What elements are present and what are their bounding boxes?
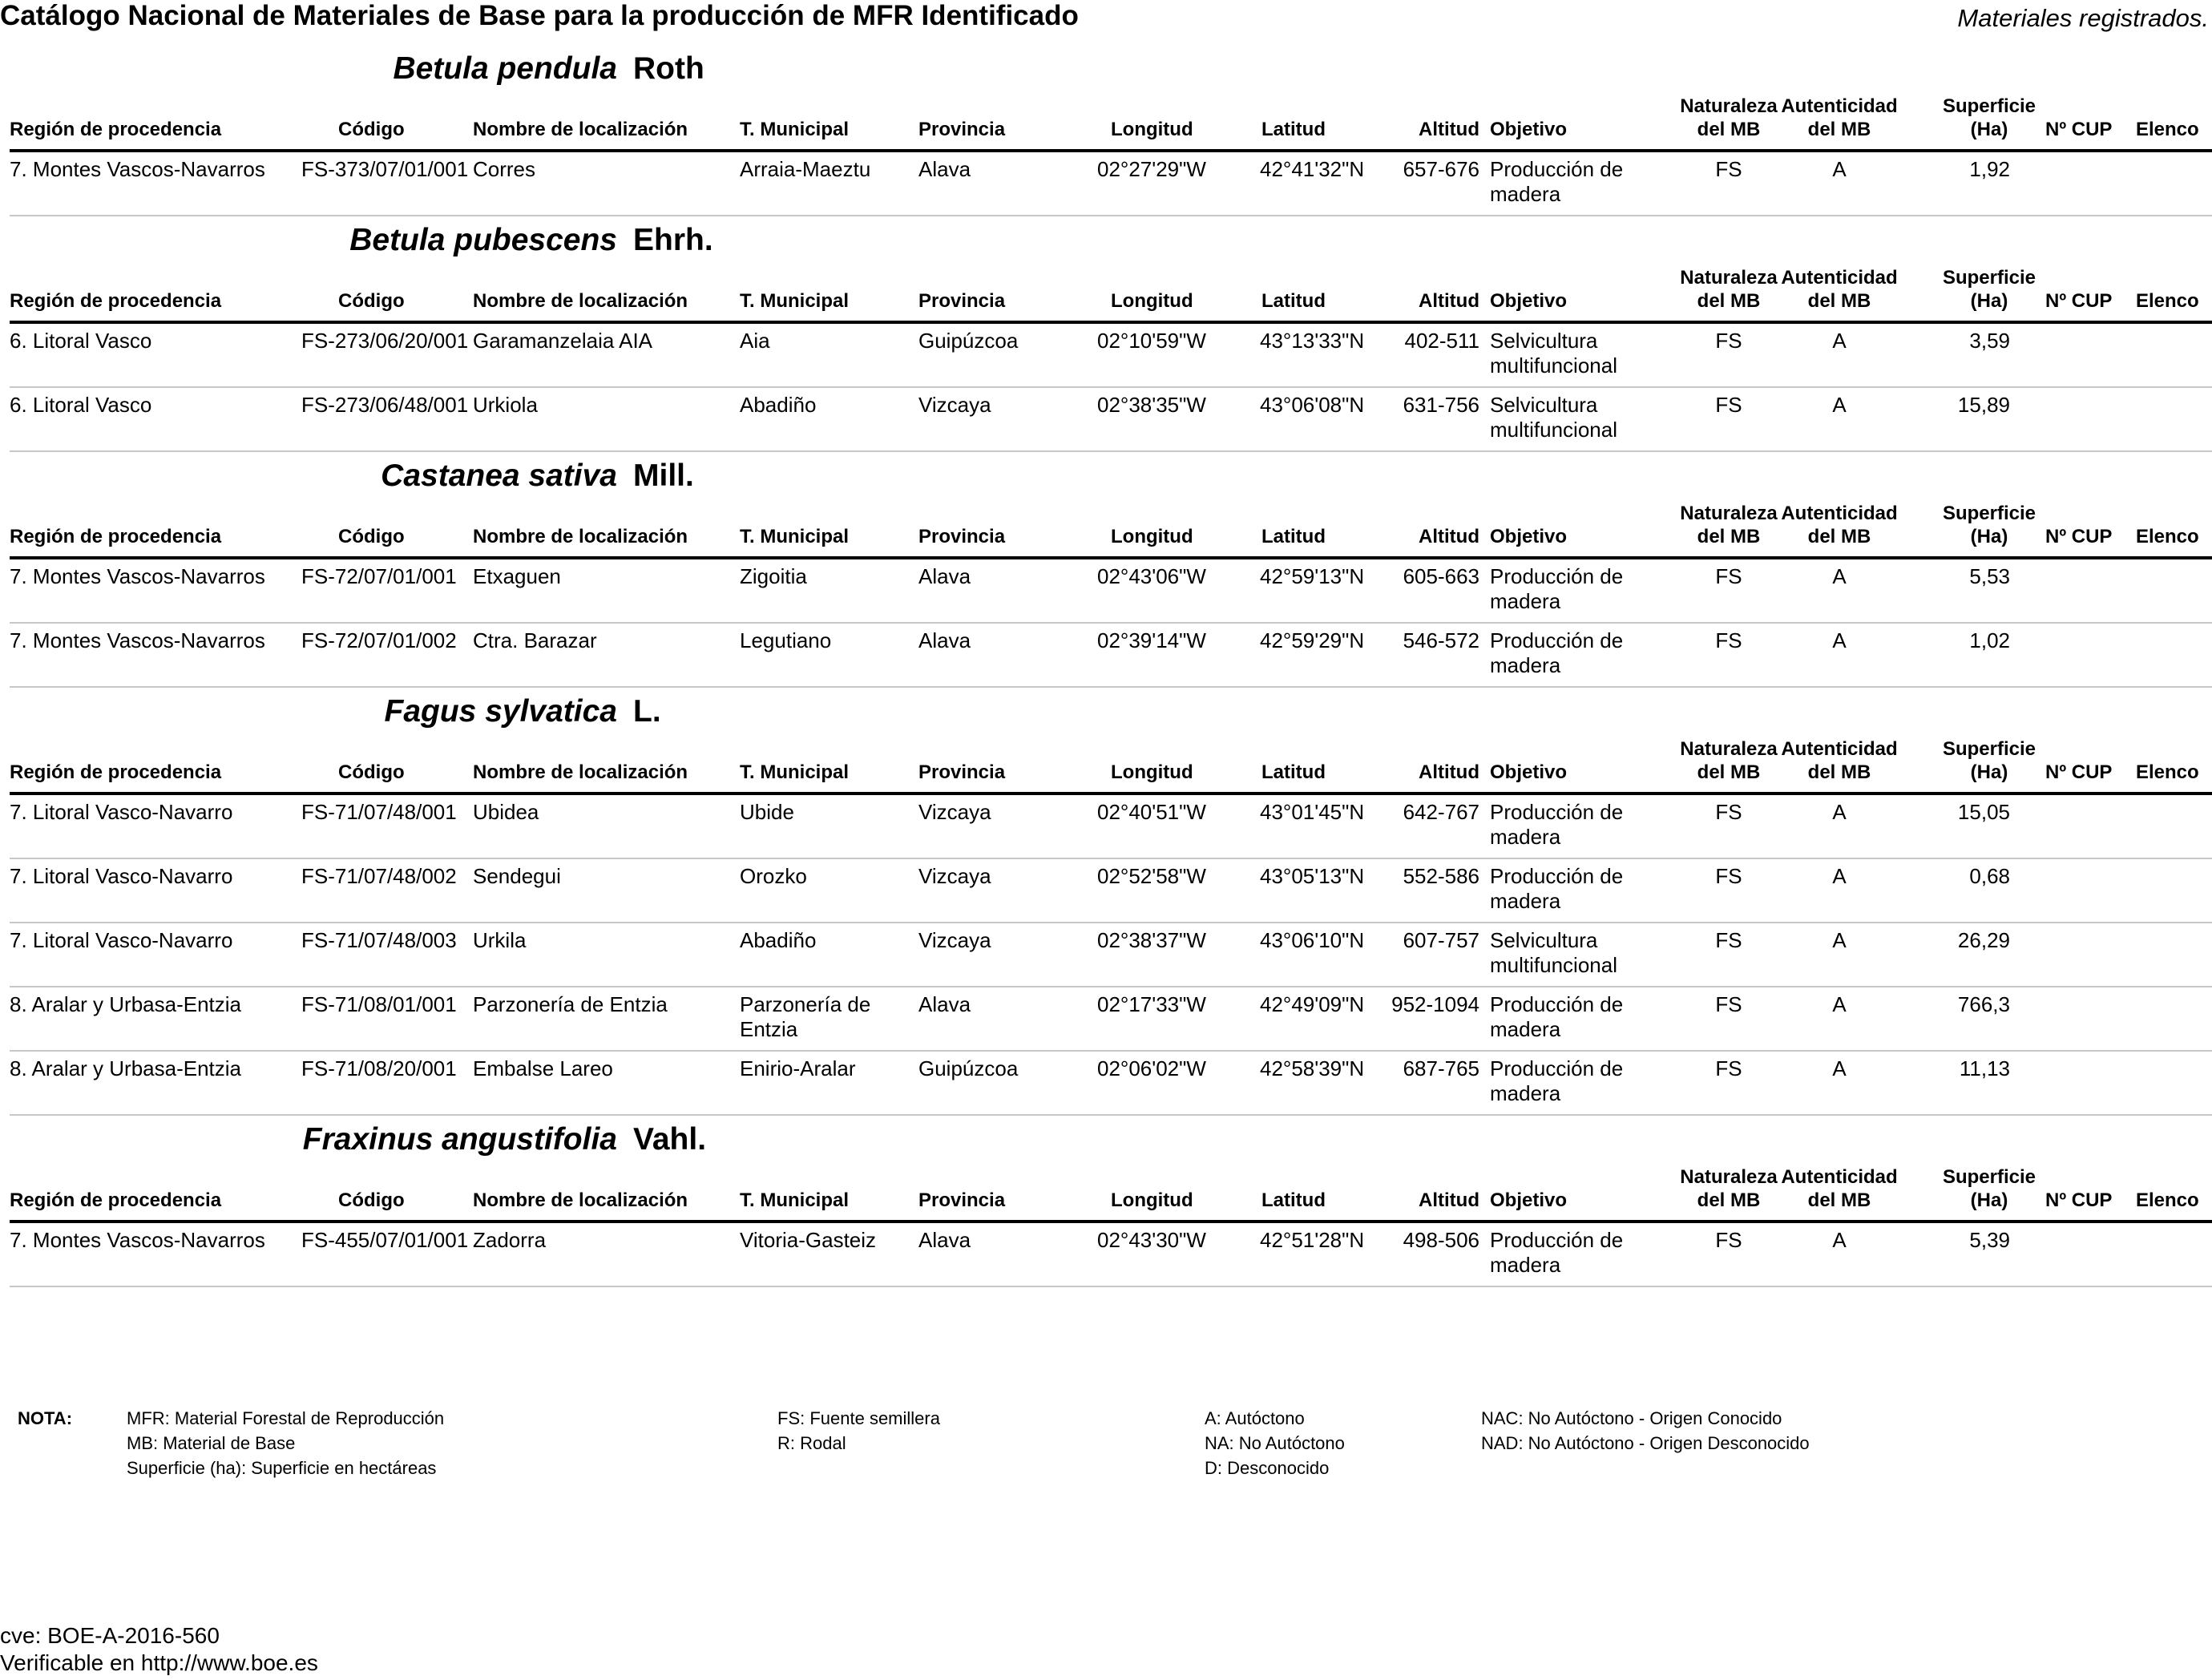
col-autenticidad-sub: del MB — [1807, 1189, 1871, 1211]
cell-objetivo: Selvicultura — [1490, 393, 1598, 417]
col-superficie: Superficie — [1942, 503, 2036, 524]
cell-nombre: Sendegui — [473, 864, 561, 888]
cell-municipal: Abadiño — [740, 928, 817, 952]
cell-altitud: 687-765 — [1403, 1056, 1479, 1080]
col-autenticidad-sub: del MB — [1807, 290, 1871, 312]
cell-codigo: FS-72/07/01/001 — [301, 564, 457, 588]
col-municipal: T. Municipal — [740, 290, 850, 312]
col-longitud: Longitud — [1111, 526, 1193, 547]
species-author: Ehrh. — [633, 223, 713, 257]
col-provincia: Provincia — [918, 119, 1006, 140]
cell-municipal: Ubide — [740, 800, 794, 824]
cell-superficie: 3,59 — [1969, 329, 2010, 353]
col-superficie: Superficie — [1942, 738, 2036, 760]
cell-altitud: 631-756 — [1403, 393, 1479, 417]
cell-naturaleza: FS — [1715, 1056, 1742, 1080]
cell-longitud: 02°06'02"W — [1097, 1056, 1206, 1080]
col-autenticidad: Autenticidad — [1781, 1166, 1898, 1188]
col-longitud: Longitud — [1111, 290, 1193, 312]
cell-naturaleza: FS — [1715, 992, 1742, 1016]
cell-codigo: FS-455/07/01/001 — [301, 1228, 469, 1252]
cell-objetivo-cont: madera — [1490, 182, 1561, 206]
cell-municipal-cont: Entzia — [740, 1017, 798, 1041]
nota-r: R: Rodal — [777, 1433, 846, 1453]
col-objetivo: Objetivo — [1490, 290, 1568, 312]
col-naturaleza-sub: del MB — [1697, 761, 1761, 783]
cell-latitud: 42°59'29"N — [1260, 628, 1365, 652]
cell-autenticidad: A — [1832, 393, 1847, 417]
cell-naturaleza: FS — [1715, 157, 1742, 181]
cell-municipal: Vitoria-Gasteiz — [740, 1228, 877, 1252]
cell-objetivo-cont: multifuncional — [1490, 953, 1617, 977]
cell-codigo: FS-273/06/48/001 — [301, 393, 469, 417]
species-name: Betula pubescens — [349, 223, 617, 257]
cell-autenticidad: A — [1832, 864, 1847, 888]
cell-superficie: 1,02 — [1969, 628, 2010, 652]
cell-superficie: 5,53 — [1969, 564, 2010, 588]
col-provincia: Provincia — [918, 1189, 1006, 1211]
cell-nombre: Corres — [473, 157, 536, 181]
cell-altitud: 546-572 — [1403, 628, 1479, 652]
col-provincia: Provincia — [918, 761, 1006, 783]
cell-codigo: FS-71/08/01/001 — [301, 992, 457, 1016]
col-superficie: Superficie — [1942, 95, 2036, 117]
species-name: Castanea sativa — [381, 458, 617, 493]
cell-provincia: Alava — [918, 157, 971, 181]
col-longitud: Longitud — [1111, 119, 1193, 140]
cell-autenticidad: A — [1832, 329, 1847, 353]
nota-fs: FS: Fuente semillera — [777, 1408, 940, 1428]
cell-superficie: 26,29 — [1957, 928, 2010, 952]
cell-codigo: FS-71/07/48/002 — [301, 864, 457, 888]
cell-superficie: 15,89 — [1957, 393, 2010, 417]
cell-region: 7. Montes Vascos-Navarros — [10, 564, 265, 588]
cell-region: 7. Litoral Vasco-Navarro — [10, 800, 233, 824]
nota-a: A: Autóctono — [1205, 1408, 1305, 1428]
col-municipal: T. Municipal — [740, 1189, 850, 1211]
table-row — [10, 923, 2212, 987]
cell-provincia: Alava — [918, 1228, 971, 1252]
col-superficie-sub: (Ha) — [1970, 290, 2008, 312]
cell-provincia: Alava — [918, 628, 971, 652]
cell-longitud: 02°38'35"W — [1097, 393, 1206, 417]
cell-longitud: 02°52'58"W — [1097, 864, 1206, 888]
cell-altitud: 498-506 — [1403, 1228, 1479, 1252]
cell-altitud: 402-511 — [1404, 329, 1479, 353]
cell-region: 7. Montes Vascos-Navarros — [10, 628, 265, 652]
cell-region: 7. Montes Vascos-Navarros — [10, 1228, 265, 1252]
cell-latitud: 43°13'33"N — [1260, 329, 1365, 353]
col-nombre: Nombre de localización — [473, 119, 688, 140]
cell-longitud: 02°39'14"W — [1097, 628, 1206, 652]
cell-objetivo: Producción de — [1490, 1228, 1624, 1252]
cell-region: 8. Aralar y Urbasa-Entzia — [10, 992, 242, 1016]
footer-verify-link[interactable]: Verificable en http://www.boe.es — [0, 1650, 318, 1675]
cell-nombre: Urkiola — [473, 393, 538, 417]
cell-objetivo-cont: madera — [1490, 889, 1561, 913]
col-latitud: Latitud — [1261, 526, 1326, 547]
col-latitud: Latitud — [1261, 290, 1326, 312]
cell-naturaleza: FS — [1715, 1228, 1742, 1252]
col-naturaleza-sub: del MB — [1697, 526, 1761, 547]
cell-objetivo-cont: madera — [1490, 1253, 1561, 1277]
nota-mb: MB: Material de Base — [127, 1433, 296, 1453]
cell-latitud: 42°58'39"N — [1260, 1056, 1365, 1080]
col-elenco: Elenco — [2136, 1189, 2199, 1211]
cell-region: 7. Litoral Vasco-Navarro — [10, 928, 233, 952]
table-row — [10, 624, 2212, 688]
table-header — [10, 503, 2212, 559]
species-author: L. — [633, 694, 661, 729]
col-provincia: Provincia — [918, 526, 1006, 547]
col-elenco: Elenco — [2136, 290, 2199, 312]
cell-objetivo: Producción de — [1490, 800, 1624, 824]
cell-provincia: Vizcaya — [918, 928, 991, 952]
col-naturaleza-sub: del MB — [1697, 119, 1761, 140]
col-superficie: Superficie — [1942, 1166, 2036, 1188]
species-heading — [0, 458, 737, 494]
cell-latitud: 42°59'13"N — [1260, 564, 1365, 588]
col-naturaleza: Naturaleza — [1680, 503, 1778, 524]
species-author: Mill. — [633, 458, 694, 493]
table-row — [10, 1223, 2212, 1287]
col-cup: Nº CUP — [2045, 290, 2113, 312]
col-codigo: Código — [338, 290, 405, 312]
cell-nombre: Ctra. Barazar — [473, 628, 597, 652]
col-nombre: Nombre de localización — [473, 526, 688, 547]
cell-objetivo-cont: madera — [1490, 825, 1561, 849]
col-autenticidad: Autenticidad — [1781, 738, 1898, 760]
col-autenticidad: Autenticidad — [1781, 95, 1898, 117]
table-row — [10, 795, 2212, 859]
cell-superficie: 0,68 — [1969, 864, 2010, 888]
cell-latitud: 43°06'08"N — [1260, 393, 1365, 417]
cell-latitud: 42°49'09"N — [1260, 992, 1365, 1016]
cell-naturaleza: FS — [1715, 928, 1742, 952]
cell-altitud: 642-767 — [1403, 800, 1479, 824]
cell-objetivo: Producción de — [1490, 864, 1624, 888]
col-codigo: Código — [338, 1189, 405, 1211]
col-municipal: T. Municipal — [740, 119, 850, 140]
cell-codigo: FS-71/08/20/001 — [301, 1056, 457, 1080]
cell-codigo: FS-72/07/01/002 — [301, 628, 457, 652]
table-header — [10, 739, 2212, 795]
cell-naturaleza: FS — [1715, 800, 1742, 824]
col-latitud: Latitud — [1261, 1189, 1326, 1211]
cell-autenticidad: A — [1832, 157, 1847, 181]
cell-naturaleza: FS — [1715, 564, 1742, 588]
col-elenco: Elenco — [2136, 761, 2199, 783]
cell-objetivo: Producción de — [1490, 628, 1624, 652]
species-name: Fraxinus angustifolia — [302, 1122, 617, 1157]
cell-longitud: 02°27'29"W — [1097, 157, 1206, 181]
cell-latitud: 42°41'32"N — [1260, 157, 1365, 181]
col-altitud: Altitud — [1419, 761, 1479, 783]
species-heading — [0, 51, 737, 87]
col-autenticidad: Autenticidad — [1781, 267, 1898, 289]
cell-objetivo: Producción de — [1490, 564, 1624, 588]
cell-longitud: 02°43'06"W — [1097, 564, 1206, 588]
nota-nad: NAD: No Autóctono - Origen Desconocido — [1481, 1433, 1810, 1453]
species-heading — [0, 223, 737, 258]
col-cup: Nº CUP — [2045, 526, 2113, 547]
page-title: Catálogo Nacional de Materiales de Base para la producción de MFR Identificado — [0, 0, 1079, 31]
col-altitud: Altitud — [1419, 1189, 1479, 1211]
col-latitud: Latitud — [1261, 119, 1326, 140]
col-autenticidad: Autenticidad — [1781, 503, 1898, 524]
col-objetivo: Objetivo — [1490, 119, 1568, 140]
cell-municipal: Parzonería de — [740, 992, 871, 1016]
col-superficie-sub: (Ha) — [1970, 761, 2008, 783]
cell-longitud: 02°38'37"W — [1097, 928, 1206, 952]
cell-superficie: 15,05 — [1957, 800, 2010, 824]
col-codigo: Código — [338, 526, 405, 547]
col-region: Región de procedencia — [10, 119, 222, 140]
col-codigo: Código — [338, 119, 405, 140]
cell-altitud: 657-676 — [1403, 157, 1479, 181]
nota-label: NOTA: — [18, 1408, 73, 1428]
cell-region: 7. Litoral Vasco-Navarro — [10, 864, 233, 888]
col-municipal: T. Municipal — [740, 761, 850, 783]
cell-naturaleza: FS — [1715, 393, 1742, 417]
cell-nombre: Urkila — [473, 928, 527, 952]
col-municipal: T. Municipal — [740, 526, 850, 547]
cell-latitud: 42°51'28"N — [1260, 1228, 1365, 1252]
col-nombre: Nombre de localización — [473, 761, 688, 783]
cell-naturaleza: FS — [1715, 628, 1742, 652]
col-superficie-sub: (Ha) — [1970, 526, 2008, 547]
col-autenticidad-sub: del MB — [1807, 761, 1871, 783]
cell-altitud: 952-1094 — [1391, 992, 1479, 1016]
col-cup: Nº CUP — [2045, 1189, 2113, 1211]
col-naturaleza-sub: del MB — [1697, 290, 1761, 312]
col-autenticidad-sub: del MB — [1807, 526, 1871, 547]
cell-latitud: 43°01'45"N — [1260, 800, 1365, 824]
cell-codigo: FS-71/07/48/003 — [301, 928, 457, 952]
col-region: Región de procedencia — [10, 761, 222, 783]
col-nombre: Nombre de localización — [473, 1189, 688, 1211]
col-naturaleza: Naturaleza — [1680, 95, 1778, 117]
footer-cve: cve: BOE-A-2016-560 — [0, 1623, 220, 1648]
cell-nombre: Zadorra — [473, 1228, 547, 1252]
cell-nombre: Embalse Lareo — [473, 1056, 613, 1080]
species-author: Vahl. — [633, 1122, 707, 1157]
cell-municipal: Enirio-Aralar — [740, 1056, 856, 1080]
cell-objetivo-cont: multifuncional — [1490, 353, 1617, 378]
cell-objetivo-cont: madera — [1490, 653, 1561, 677]
cell-superficie: 1,92 — [1969, 157, 2010, 181]
cell-objetivo-cont: madera — [1490, 1081, 1561, 1105]
cell-superficie: 11,13 — [1959, 1056, 2010, 1080]
table-row — [10, 859, 2212, 923]
species-heading — [0, 694, 737, 729]
cell-longitud: 02°10'59"W — [1097, 329, 1206, 353]
cell-municipal: Abadiño — [740, 393, 817, 417]
cell-objetivo: Producción de — [1490, 157, 1624, 181]
col-region: Región de procedencia — [10, 526, 222, 547]
cell-municipal: Arraia-Maeztu — [740, 157, 871, 181]
nota-mfr: MFR: Material Forestal de Reproducción — [127, 1408, 445, 1428]
col-longitud: Longitud — [1111, 1189, 1193, 1211]
cell-nombre: Garamanzelaia AIA — [473, 329, 653, 353]
cell-superficie: 5,39 — [1969, 1228, 2010, 1252]
col-naturaleza: Naturaleza — [1680, 267, 1778, 289]
cell-municipal: Zigoitia — [740, 564, 807, 588]
cell-nombre: Parzonería de Entzia — [473, 992, 668, 1016]
cell-altitud: 607-757 — [1403, 928, 1479, 952]
cell-nombre: Ubidea — [473, 800, 539, 824]
table-row — [10, 1052, 2212, 1116]
col-superficie: Superficie — [1942, 267, 2036, 289]
table-row — [10, 324, 2212, 388]
col-autenticidad-sub: del MB — [1807, 119, 1871, 140]
col-altitud: Altitud — [1419, 119, 1479, 140]
col-nombre: Nombre de localización — [473, 290, 688, 312]
col-superficie-sub: (Ha) — [1970, 119, 2008, 140]
col-naturaleza: Naturaleza — [1680, 1166, 1778, 1188]
nota-nac: NAC: No Autóctono - Origen Conocido — [1481, 1408, 1782, 1428]
cell-municipal: Orozko — [740, 864, 807, 888]
col-region: Región de procedencia — [10, 290, 222, 312]
cell-autenticidad: A — [1832, 628, 1847, 652]
cell-provincia: Guipúzcoa — [918, 329, 1019, 353]
table-header — [10, 96, 2212, 152]
species-heading — [0, 1122, 737, 1157]
col-altitud: Altitud — [1419, 526, 1479, 547]
col-codigo: Código — [338, 761, 405, 783]
col-naturaleza-sub: del MB — [1697, 1189, 1761, 1211]
cell-codigo: FS-71/07/48/001 — [301, 800, 457, 824]
cell-altitud: 605-663 — [1403, 564, 1479, 588]
cell-provincia: Alava — [918, 992, 971, 1016]
table-header — [10, 1167, 2212, 1223]
col-provincia: Provincia — [918, 290, 1006, 312]
cell-codigo: FS-373/07/01/001 — [301, 157, 469, 181]
cell-objetivo: Producción de — [1490, 992, 1624, 1016]
cell-provincia: Guipúzcoa — [918, 1056, 1019, 1080]
cell-municipal: Aia — [740, 329, 770, 353]
cell-provincia: Vizcaya — [918, 393, 991, 417]
cell-nombre: Etxaguen — [473, 564, 561, 588]
nota-d: D: Desconocido — [1205, 1458, 1330, 1478]
cell-longitud: 02°43'30"W — [1097, 1228, 1206, 1252]
col-elenco: Elenco — [2136, 526, 2199, 547]
species-name: Fagus sylvatica — [384, 694, 617, 729]
cell-altitud: 552-586 — [1403, 864, 1479, 888]
cell-autenticidad: A — [1832, 992, 1847, 1016]
col-latitud: Latitud — [1261, 761, 1326, 783]
nota-na: NA: No Autóctono — [1205, 1433, 1345, 1453]
cell-autenticidad: A — [1832, 928, 1847, 952]
cell-longitud: 02°17'33"W — [1097, 992, 1206, 1016]
cell-region: 6. Litoral Vasco — [10, 393, 152, 417]
cell-naturaleza: FS — [1715, 864, 1742, 888]
col-cup: Nº CUP — [2045, 119, 2113, 140]
cell-provincia: Vizcaya — [918, 864, 991, 888]
cell-provincia: Alava — [918, 564, 971, 588]
col-altitud: Altitud — [1419, 290, 1479, 312]
cell-naturaleza: FS — [1715, 329, 1742, 353]
cell-latitud: 43°05'13"N — [1260, 864, 1365, 888]
cell-region: 6. Litoral Vasco — [10, 329, 152, 353]
col-naturaleza: Naturaleza — [1680, 738, 1778, 760]
cell-objetivo-cont: madera — [1490, 589, 1561, 613]
col-objetivo: Objetivo — [1490, 761, 1568, 783]
table-row — [10, 388, 2212, 452]
cell-autenticidad: A — [1832, 1056, 1847, 1080]
species-name: Betula pendula — [393, 51, 617, 86]
cell-region: 7. Montes Vascos-Navarros — [10, 157, 265, 181]
cell-autenticidad: A — [1832, 1228, 1847, 1252]
col-objetivo: Objetivo — [1490, 526, 1568, 547]
table-row — [10, 152, 2212, 216]
cell-codigo: FS-273/06/20/001 — [301, 329, 469, 353]
cell-objetivo: Selvicultura — [1490, 329, 1598, 353]
cell-autenticidad: A — [1832, 800, 1847, 824]
col-region: Región de procedencia — [10, 1189, 222, 1211]
cell-autenticidad: A — [1832, 564, 1847, 588]
cell-superficie: 766,3 — [1957, 992, 2010, 1016]
col-superficie-sub: (Ha) — [1970, 1189, 2008, 1211]
cell-latitud: 43°06'10"N — [1260, 928, 1365, 952]
cell-provincia: Vizcaya — [918, 800, 991, 824]
table-row — [10, 559, 2212, 624]
cell-objetivo: Selvicultura — [1490, 928, 1598, 952]
col-elenco: Elenco — [2136, 119, 2199, 140]
table-header — [10, 268, 2212, 324]
page-subtitle: Materiales registrados. — [1957, 4, 2209, 32]
cell-objetivo-cont: multifuncional — [1490, 418, 1617, 442]
species-author: Roth — [633, 51, 704, 86]
nota-superficie: Superficie (ha): Superficie en hectáreas — [127, 1458, 437, 1478]
cell-municipal: Legutiano — [740, 628, 832, 652]
cell-objetivo-cont: madera — [1490, 1017, 1561, 1041]
col-cup: Nº CUP — [2045, 761, 2113, 783]
cell-region: 8. Aralar y Urbasa-Entzia — [10, 1056, 242, 1080]
col-longitud: Longitud — [1111, 761, 1193, 783]
cell-longitud: 02°40'51"W — [1097, 800, 1206, 824]
cell-objetivo: Producción de — [1490, 1056, 1624, 1080]
col-objetivo: Objetivo — [1490, 1189, 1568, 1211]
table-row — [10, 987, 2212, 1052]
